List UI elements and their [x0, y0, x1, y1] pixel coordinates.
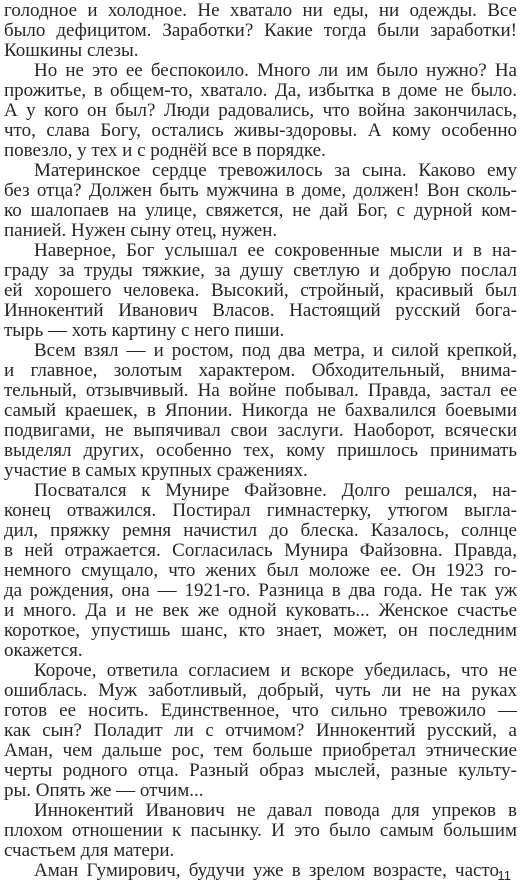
- text-line: тырь — хоть картину с него пиши.: [4, 320, 285, 341]
- text-line: ей хорошего человека. Высокий, стройный, красивый был: [4, 280, 517, 301]
- text-line: и много. Да и не век же одной куковать... Женское счастье: [4, 600, 517, 621]
- text-line: Наверное, Бог услышал ее сокровенные мысли и в на-: [34, 240, 517, 261]
- text-line: участие в самых крупных сражениях.: [4, 460, 308, 481]
- text-line: Всем взял — и ростом, под два метра, и силой крепкой,: [34, 340, 517, 361]
- text-line: Но не это ее беспокоило. Много ли им было нужно? На: [34, 60, 517, 81]
- text-line: Посватался к Мунире Файзовне. Долго решался, на-: [34, 480, 517, 501]
- text-line: было дефицитом. Заработки? Какие тогда были заработки!: [4, 20, 517, 41]
- text-line: Аман Гумирович, будучи уже в зрелом возрасте, часто: [34, 860, 499, 881]
- text-line: Иннокентий Иванович Власов. Настоящий русский бога-: [4, 300, 517, 321]
- text-line: повезло, у тех и с роднёй все в порядке.: [4, 140, 326, 161]
- text-line: немного смущало, что жених был моложе ее. Он 1923 го-: [4, 560, 517, 581]
- text-line: самый краешек, в Японии. Никогда не бахвалился боевыми: [4, 400, 517, 421]
- text-line: Материнское сердце тревожилось за сына. Каково ему: [34, 160, 517, 181]
- text-line: граду за труды тяжкие, за душу светлую и добрую послал: [4, 260, 517, 281]
- text-line: в ней отражается. Согласилась Мунира Файзовна. Правда,: [4, 540, 517, 561]
- text-line: конец отважился. Постирал гимнастерку, утюгом выгла-: [4, 500, 517, 521]
- text-line: как сын? Поладит ли с отчимом? Иннокентий русский, а: [4, 720, 517, 741]
- text-line: голодное и холодное. Не хватало ни еды, ни одежды. Все: [4, 0, 517, 21]
- text-line: короткое, упустишь шанс, кто знает, может, он последним: [4, 620, 517, 641]
- text-line: Аман, чем дальше рос, тем больше приобретал этнические: [4, 740, 517, 761]
- text-line: ошиблась. Муж заботливый, добрый, чуть ли не на руках: [4, 680, 517, 701]
- text-line: панией. Нужен сыну отец, нужен.: [4, 220, 278, 241]
- text-line: Короче, ответила согласием и вскоре убедилась, что не: [34, 660, 517, 681]
- text-line: выделял других, особенно тех, кому пришлось принимать: [4, 440, 517, 461]
- text-line: подвигами, не выпячивал свои заслуги. Наоборот, всячески: [4, 420, 517, 441]
- text-line: Кошкины слезы.: [4, 40, 139, 61]
- text-line: ры. Опять же — отчим...: [4, 780, 204, 801]
- text-line: окажется.: [4, 640, 83, 661]
- text-line: ко шалопаев на улице, свяжется, не дай Бог, с дурной ком-: [4, 200, 517, 221]
- text-line: и главное, золотым характером. Обходительный, внима-: [4, 360, 517, 381]
- text-line: дил, пряжку ремня начистил до блеска. Казалось, солнце: [4, 520, 517, 541]
- text-line: тельный, отзывчивый. На войне побывал. Правда, застал ее: [4, 380, 517, 401]
- text-line: Иннокентий Иванович не давал повода для упреков в: [34, 800, 517, 821]
- text-line: плохом отношении к пасынку. И это было самым большим: [4, 820, 517, 841]
- text-line: что, слава Богу, остались живы-здоровы. А кому особенно: [4, 120, 517, 141]
- text-line: без отца? Должен быть мужчина в доме, должен! Вон сколь-: [4, 180, 517, 201]
- text-line: готов ее носить. Единственное, что сильно тревожило —: [4, 700, 517, 721]
- text-line: А у кого он был? Люди радовались, что война закончилась,: [4, 100, 517, 121]
- text-line: черты родного отца. Разный образ мыслей, разные культу-: [4, 760, 517, 781]
- text-line: счастьем для матери.: [4, 840, 175, 861]
- page-number: 11: [497, 868, 511, 883]
- text-line: прожитье, в общем-то, хватало. Да, избытка в доме не было.: [4, 80, 517, 101]
- text-line: да рождения, она — 1921-го. Разница в два года. Не так уж: [4, 580, 517, 601]
